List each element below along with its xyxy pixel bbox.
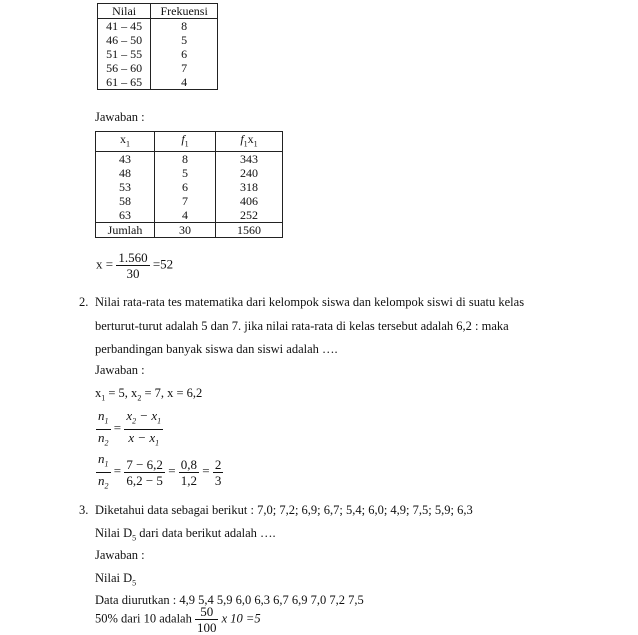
q3-number: 3. <box>79 503 89 517</box>
q3-line1: Diketahui data sebagai berikut : 7,0; 7,2; 6,9; 6,7; 5,4; 6,0; 4,9; 7,5; 5,9; 6,3 <box>95 503 473 517</box>
col-f: $f_1$ <box>155 132 216 152</box>
col-nilai: Nilai <box>98 4 151 19</box>
q2-number: 2. <box>79 295 89 309</box>
col-frekuensi: Frekuensi <box>151 4 218 19</box>
q2-ratio-calc: $\frac{n_1}{n_2}$ = $\frac{7 - 6,2}{6,2 - 5}$ = $\frac{0,8}{1,2}$ = $\frac{2}{3}$ <box>98 451 222 491</box>
computation-table <box>95 131 283 238</box>
q3-percent: 50% dari 10 adalah $\frac{50}{100}$ x 10 =5 <box>95 604 261 635</box>
q3-nilai: Nilai $D_5$ <box>95 571 137 588</box>
cell: 5 <box>151 33 218 47</box>
cell: 240 <box>216 166 283 180</box>
cell: 43 <box>96 152 155 167</box>
q2-line3: perbandingan banyak siswa dan siswi adalah …. <box>95 342 338 356</box>
cell: 6 <box>155 180 216 194</box>
cell: 51 – 55 <box>98 47 151 61</box>
cell: 7 <box>151 61 218 75</box>
q3-line2: Nilai $D_5$ dari data berikut adalah …. <box>95 526 276 543</box>
cell: 4 <box>151 75 218 90</box>
mean-equation: x = $\frac{1.560}{30}$ =52 <box>96 250 174 281</box>
cell: 53 <box>96 180 155 194</box>
q2-given: $x_1 = 5$, $x_2 = 7$, x = 6,2 <box>95 386 203 403</box>
q2-line1: Nilai rata-rata tes matematika dari kelompok siswa dan kelompok siswi di suatu kelas <box>95 295 525 309</box>
frequency-table <box>97 3 218 90</box>
jawaban-label-1: Jawaban : <box>95 110 145 124</box>
cell: 56 – 60 <box>98 61 151 75</box>
cell: 252 <box>216 208 283 223</box>
cell-jumlah: Jumlah <box>96 223 155 238</box>
cell: 58 <box>96 194 155 208</box>
cell: 318 <box>216 180 283 194</box>
col-x: $x_1$ <box>96 132 155 152</box>
cell: 5 <box>155 166 216 180</box>
cell: 63 <box>96 208 155 223</box>
cell: 4 <box>155 208 216 223</box>
col-fx: $f_1x_1$ <box>216 132 283 152</box>
q2-line2: berturut-turut adalah 5 dan 7. jika nilai rata-rata di kelas tersebut adalah 6,2 : maka <box>95 319 509 333</box>
cell: 7 <box>155 194 216 208</box>
cell: 61 – 65 <box>98 75 151 90</box>
cell: 8 <box>155 152 216 167</box>
cell: 46 – 50 <box>98 33 151 47</box>
q3-jawaban: Jawaban : <box>95 548 145 562</box>
cell: 343 <box>216 152 283 167</box>
cell: 48 <box>96 166 155 180</box>
q2-ratio-formula: $\frac{n_1}{n_2}$ = $\frac{x_2 - x_1}{x - x_1}$ <box>98 408 162 448</box>
cell: 1560 <box>216 223 283 238</box>
cell: 406 <box>216 194 283 208</box>
cell: 6 <box>151 47 218 61</box>
q3-sorted-data: Data diurutkan : 4,9 5,4 5,9 6,0 6,3 6,7 6,9 7,0 7,2 7,5 <box>95 593 364 607</box>
q2-jawaban: Jawaban : <box>95 363 145 377</box>
cell: 30 <box>155 223 216 238</box>
cell: 8 <box>151 19 218 34</box>
cell: 41 – 45 <box>98 19 151 34</box>
